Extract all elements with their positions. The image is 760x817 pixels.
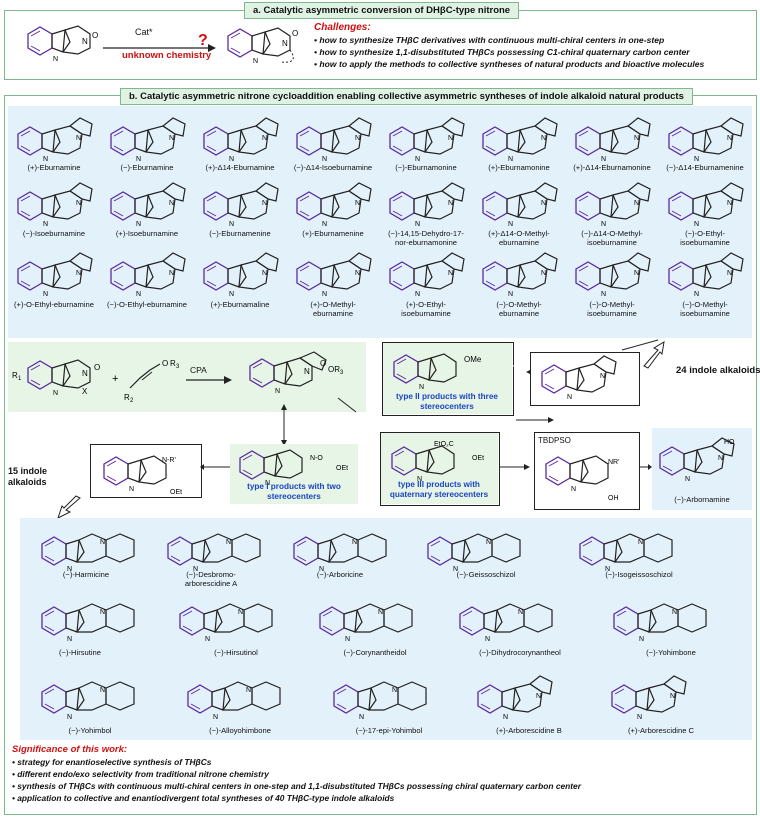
row5-label-5: (−)-Yohimbone [646,648,696,657]
svg-text:3: 3 [340,370,344,376]
row1-label-4: (−)-Δ14-Isoeburnamine [293,163,373,172]
row1-label-2: (−)-Eburnamine [120,163,174,172]
type2-derived-structure [534,356,638,402]
row5-label-1: (−)-Hirsutine [59,648,101,657]
svg-text:OR: OR [328,365,340,374]
challenge-3: • how to apply the methods to collective syntheses of natural products and bioactive molecules [314,59,705,69]
row5-label-3: (−)-Corynantheidol [343,648,407,657]
alk15-label: 15 indole alkaloids [8,466,48,487]
arrow-to-tbdpso [500,462,530,472]
svg-text:1: 1 [18,376,22,382]
svg-text:OEt: OEt [472,455,485,462]
svg-text:O: O [320,359,327,368]
svg-text:N: N [282,39,288,48]
unknown-chemistry-label: unknown chemistry [122,50,212,61]
question-mark: ? [198,32,208,49]
row5-label-4: (−)-Dihydrocorynantheol [479,648,561,657]
svg-text:3: 3 [176,364,180,370]
row4-label-5: (−)-Isogeissoschizol [605,570,673,579]
significance-4: • application to collective and enantiodivergent total syntheses of 40 THβC-type indole alkaloids [12,793,395,803]
challenges-title: Challenges: [314,22,371,33]
significance-1: • strategy for enantioselective synthesis of THβCs [12,757,212,767]
row1-label-6: (+)-Eburnamonine [488,163,550,172]
svg-text:NR': NR' [608,459,620,466]
row4-label-3: (−)-Arboricine [316,570,364,579]
significance-title: Significance of this work: [12,744,128,755]
type2-label: type II products with three stereocenters [396,392,498,411]
significance-3: • synthesis of THβCs with continuous multi-chiral centers in one-step and 1,1-disubstituted THβCs possessing chiral quaternary carbon center [12,781,581,791]
row1-label-8: (−)-Δ14-Eburnamenine [666,163,744,172]
cpa-label: CPA [190,365,207,375]
plus-sign: + [112,373,119,385]
row1-label-1: (+)-Eburnamine [27,163,81,172]
section-a-header: a. Catalytic asymmetric conversion of DHβC-type nitrone [244,2,519,19]
section-a-scheme [8,22,308,74]
svg-text:N: N [82,37,88,46]
product-structure [228,28,298,65]
outline-arrow-15 [54,494,84,520]
row2-label-7: (−)-Δ14-O-Methyl-isoeburnamine [581,229,643,247]
challenge-2: • how to synthesize 1,1-disubstituted THβCs possessing C1-chiral quaternary carbon center [314,47,690,57]
row2-label-4: (+)-Eburnamenine [302,229,364,238]
row1-label-5: (−)-Eburnamonine [395,163,457,172]
row1-label-7: (+)-Δ14-Eburnamonine [573,163,651,172]
row1-label-3: (+)-Δ14-Eburnamine [205,163,275,172]
reactant-nitrone [12,360,100,397]
row3-label-8: (−)-O-Methyl-isoeburnamine [680,300,730,318]
arrow-to-arbornamine [640,462,652,472]
row3-label-3: (+)-Eburnamaline [210,300,270,309]
row3-label-7: (−)-O-Methyl-isoeburnamine [587,300,637,318]
cat-label: Cat* [135,27,153,37]
type3-label: type III products with quaternary stereocenters [389,480,489,499]
nitrone-structure [28,26,98,63]
row2-label-2: (+)-Isoeburnamine [115,229,179,238]
row3-label-2: (−)-O-Ethyl-eburnamine [107,300,187,309]
svg-text:OEt: OEt [170,489,183,496]
svg-text:O: O [94,363,101,372]
svg-text:X: X [82,387,88,396]
arbornamine-label: (−)-Arbornamine [674,495,730,504]
row2-label-6: (+)-Δ14-O-Methyl-eburnamine [488,229,550,247]
svg-text:R: R [124,393,130,402]
arrow-to-type1-box [200,462,234,472]
svg-text:OMe: OMe [464,355,482,364]
svg-text:R: R [12,371,18,380]
svg-text:OEt: OEt [336,465,349,472]
svg-text:2: 2 [130,398,134,404]
type1-derived-structure [96,452,200,496]
type1-structure [232,448,358,482]
type3-structure [384,436,496,480]
row6-label-1: (−)-Yohimbol [68,726,112,735]
row4-label-4: (−)-Geissoschizol [456,570,516,579]
challenge-1: • how to synthesize THβC derivatives with continuous multi-chiral centers in one-step [314,35,665,45]
svg-text:N: N [82,369,88,378]
row3-label-6: (−)-O-Methyl-eburnamine [496,300,542,318]
row4-label-1: (−)-Harmicine [62,570,110,579]
row2-label-1: (−)-Isoeburnamine [22,229,86,238]
tbdpso-label: TBDPSO [538,436,571,445]
significance-2: • different endo/exo selectivity from traditional nitrone chemistry [12,769,269,779]
svg-text:OH: OH [608,495,619,502]
row6-label-5: (+)-Arborescidine C [627,726,695,735]
row2-label-3: (−)-Eburnamenine [209,229,271,238]
row3-label-1: (+)-O-Ethyl-eburnamine [14,300,94,309]
row6-label-3: (−)-17-epi-Yohimbol [355,726,423,735]
row4-label-2: (−)-Desbromo-arborescidine A [184,570,238,588]
row3-label-5: (+)-O-Ethyl-isoeburnamine [401,300,451,318]
svg-text:R: R [170,359,176,368]
type3-derived-structure [538,450,636,504]
svg-text:N-O: N-O [310,455,323,462]
arbornamine-structure [652,436,752,486]
svg-text:EtO₂C: EtO₂C [434,441,454,448]
section-b-header: b. Catalytic asymmetric nitrone cycloaddition enabling collective asymmetric syntheses of indole alkaloid natural products [120,88,693,105]
alkene-reagent [124,359,180,404]
row2-label-5: (−)-14,15-Dehydro-17-nor-eburnamonine [388,229,464,247]
svg-text:O: O [292,29,299,38]
row5-label-2: (−)-Hirsutinol [214,648,258,657]
alk24-label: 24 indole alkaloids [676,365,760,376]
row6-label-2: (−)-Alloyohimbone [209,726,271,735]
svg-text:O: O [162,359,169,368]
row3-label-4: (+)-O-Methyl-eburnamine [310,300,356,318]
outline-arrow-24 [640,340,670,370]
svg-text:HO: HO [724,439,735,446]
type1-label: type I products with two stereocenters [247,482,341,501]
row6-label-4: (+)-Arborescidine B [496,726,562,735]
row2-label-8: (−)-O-Ethyl-isoeburnamine [680,229,730,247]
svg-text:N: N [304,367,310,376]
svg-text:N-R': N-R' [162,457,176,464]
svg-text:O: O [92,31,99,40]
